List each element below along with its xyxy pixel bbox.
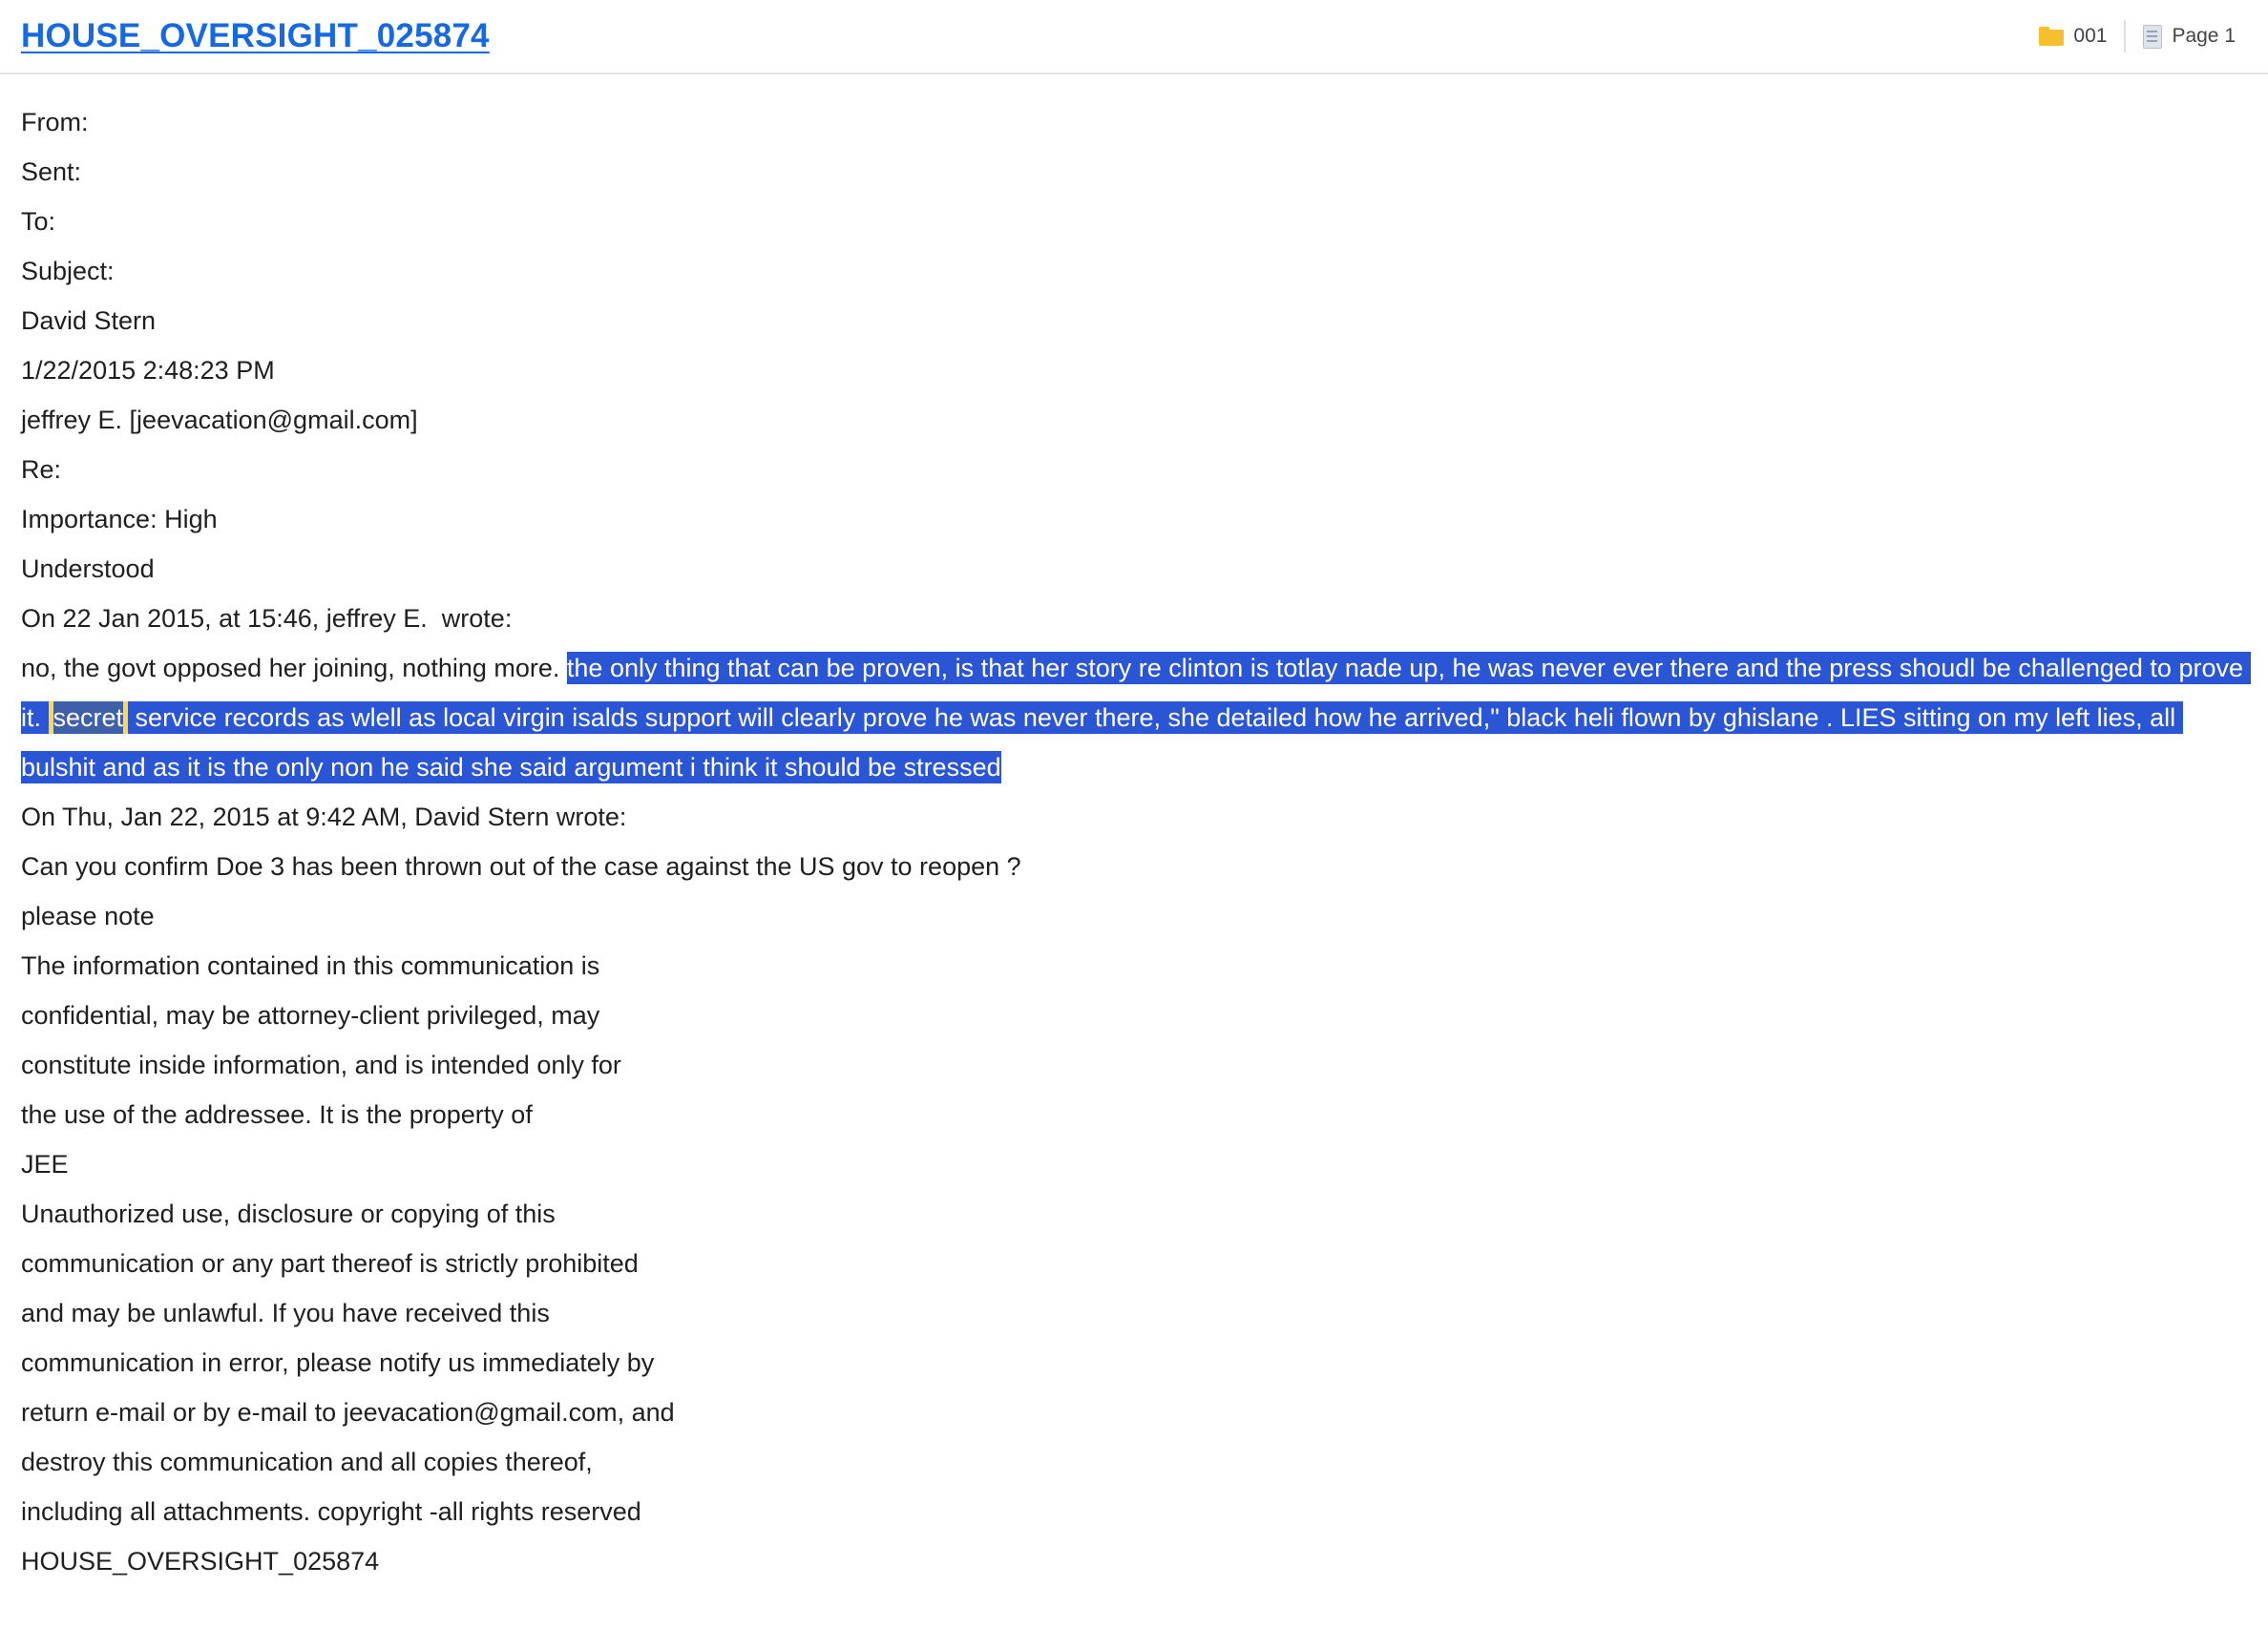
- selection-part-2: service records as wlell as local virgin isalds support will clearly prove he was never there, she detailed how he arrived," black heli flown by ghislane . LIES sitting on my left lies, all bulshit and as it is the only non he said she said argument i think it should be stressed: [21, 703, 2183, 782]
- doc-line: communication or any part thereof is strictly prohibited: [21, 1249, 639, 1278]
- doc-line: including all attachments. copyright -all rights reserved: [21, 1497, 641, 1526]
- doc-line: constitute inside information, and is intended only for: [21, 1051, 621, 1079]
- selection-part-1: the only thing that can be proven, is that her story re clinton is totlay nade up, he was never ever there and the press shoudl be challenged to prove it.: [21, 654, 2251, 732]
- doc-line: JEE: [21, 1150, 69, 1179]
- doc-line: On Thu, Jan 22, 2015 at 9:42 AM, David Stern wrote:: [21, 803, 627, 831]
- doc-line: On 22 Jan 2015, at 15:46, jeffrey E. wrote:: [21, 604, 513, 633]
- doc-line: 1/22/2015 2:48:23 PM: [21, 356, 275, 385]
- selected-paragraph[interactable]: [21, 643, 2251, 792]
- doc-line: To:: [21, 207, 56, 236]
- doc-line: Re:: [21, 455, 62, 484]
- header-divider: [2124, 20, 2126, 52]
- page-title[interactable]: HOUSE_OVERSIGHT_025874: [21, 17, 490, 54]
- doc-line: Sent:: [21, 157, 82, 186]
- doc-line: and may be unlawful. If you have received this: [21, 1299, 550, 1327]
- header-meta: [2039, 20, 2236, 52]
- page-icon: [2143, 25, 2162, 49]
- doc-line: jeffrey E. [jeevacation@gmail.com]: [21, 406, 418, 434]
- document-header: [0, 0, 2268, 74]
- doc-line: The information contained in this communication is: [21, 951, 600, 980]
- doc-line: Unauthorized use, disclosure or copying of this: [21, 1200, 556, 1228]
- folder-icon: [2039, 27, 2064, 46]
- folder-indicator[interactable]: [2039, 25, 2107, 48]
- page-indicator[interactable]: [2143, 25, 2236, 49]
- doc-line: David Stern: [21, 306, 157, 335]
- paragraph-lead-text: no, the govt opposed her joining, nothing more.: [21, 654, 567, 682]
- doc-line: From:: [21, 108, 89, 136]
- page-label: Page 1: [2172, 25, 2236, 47]
- doc-line: please note: [21, 902, 155, 930]
- doc-line: Understood: [21, 554, 155, 583]
- folder-label: 001: [2073, 25, 2108, 47]
- document-body: [0, 74, 2268, 1596]
- doc-line: Subject:: [21, 257, 115, 285]
- selection-keyword[interactable]: secret: [49, 701, 129, 734]
- doc-line: the use of the addressee. It is the property of: [21, 1100, 533, 1129]
- doc-line: communication in error, please notify us immediately by: [21, 1348, 655, 1377]
- doc-line: Can you confirm Doe 3 has been thrown out of the case against the US gov to reopen ?: [21, 852, 1021, 881]
- doc-line: Importance: High: [21, 505, 218, 533]
- doc-line: destroy this communication and all copies thereof,: [21, 1448, 593, 1476]
- doc-line: return e-mail or by e-mail to jeevacation@gmail.com, and: [21, 1398, 675, 1427]
- doc-line: confidential, may be attorney-client privileged, may: [21, 1001, 600, 1030]
- doc-line-clipped: HOUSE_OVERSIGHT_025874: [21, 1547, 380, 1576]
